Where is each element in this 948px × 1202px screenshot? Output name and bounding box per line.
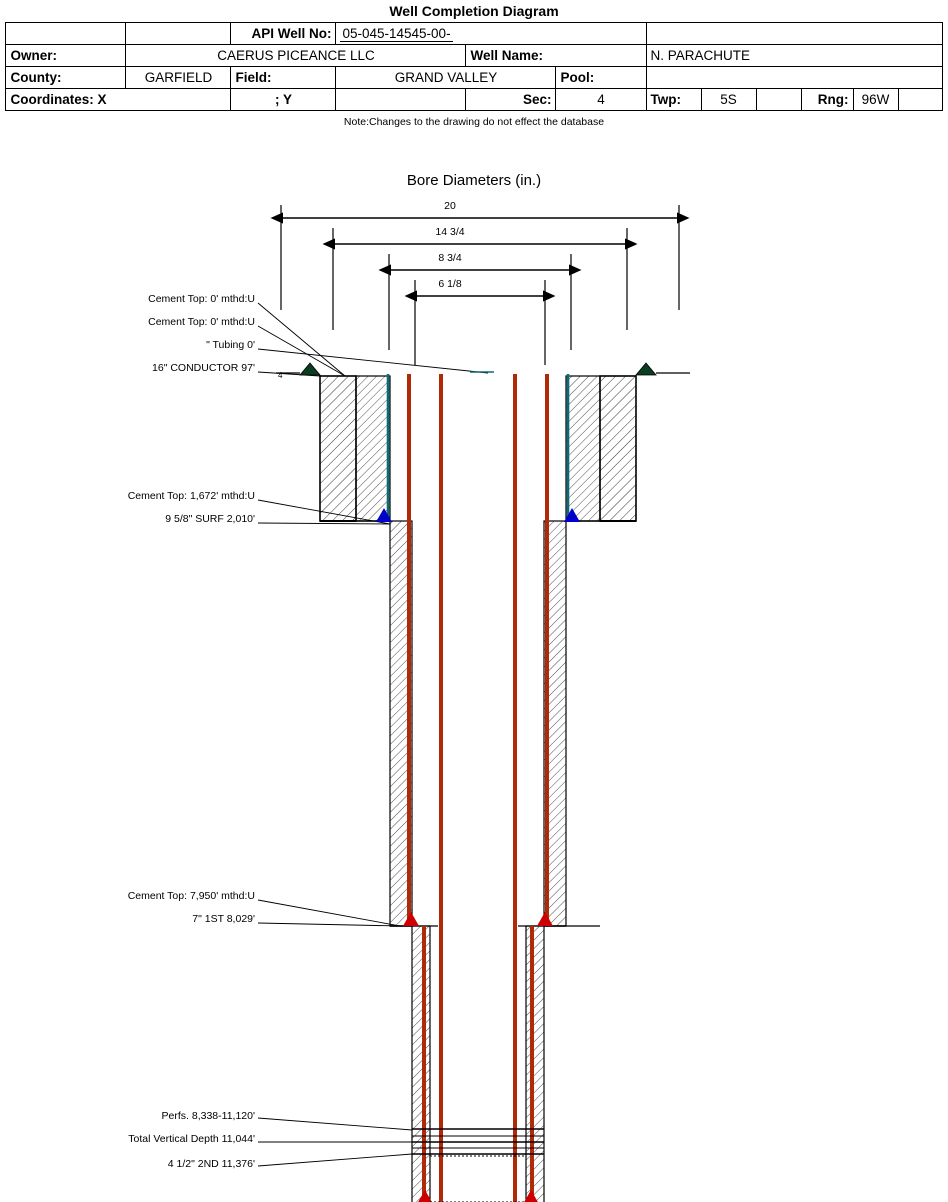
coordinates-y-value bbox=[336, 89, 466, 111]
api-spacer-2 bbox=[126, 23, 231, 45]
table-row-owner bbox=[6, 45, 942, 67]
pool-label: Pool: bbox=[556, 67, 646, 89]
annotation-total-vertical-depth: Total Vertical Depth 11,044' bbox=[128, 1133, 255, 1145]
surface-casing bbox=[356, 376, 600, 521]
bore-dim-14-3-4: 14 3/4 bbox=[435, 226, 465, 238]
rng-value: 96W bbox=[853, 89, 898, 111]
owner-label: Owner: bbox=[6, 45, 126, 67]
field-label: Field: bbox=[231, 67, 336, 89]
annotation-cement-top-0-a: Cement Top: 0' mthd:U bbox=[148, 293, 255, 305]
annotation-surface-casing: 9 5/8" SURF 2,010' bbox=[165, 513, 255, 525]
bore-diameters-title: Bore Diameters (in.) bbox=[406, 172, 542, 189]
perforation-and-depth-lines bbox=[412, 1129, 544, 1202]
owner-value: CAERUS PICEANCE LLC bbox=[126, 45, 466, 67]
api-tail-spacer bbox=[646, 23, 942, 45]
sec-label: Sec: bbox=[466, 89, 556, 111]
tubing-string bbox=[388, 372, 568, 522]
annotation-perfs: Perfs. 8,338-11,120' bbox=[161, 1110, 255, 1122]
cement-top-markers bbox=[376, 508, 580, 522]
twp-spacer bbox=[756, 89, 801, 111]
api-value-text: 05-045-14545-00- bbox=[342, 25, 451, 41]
county-value: GARFIELD bbox=[126, 67, 231, 89]
table-row-coordinates bbox=[6, 89, 942, 111]
page-title: Well Completion Diagram bbox=[389, 3, 559, 19]
svg-text:4: 4 bbox=[278, 371, 283, 380]
api-spacer bbox=[6, 23, 126, 45]
well-name-value: N. PARACHUTE bbox=[646, 45, 942, 67]
well-diagram bbox=[0, 150, 948, 1202]
twp-value: 5S bbox=[701, 89, 756, 111]
table-row-county bbox=[6, 67, 942, 89]
production-casing-column bbox=[412, 926, 544, 1202]
bore-dim-6-1-8: 6 1/8 bbox=[438, 278, 462, 290]
sec-value: 4 bbox=[556, 89, 646, 111]
annotation-conductor: 16" CONDUCTOR 97' bbox=[152, 362, 255, 374]
field-value: GRAND VALLEY bbox=[336, 67, 556, 89]
bore-dim-20: 20 bbox=[444, 200, 456, 212]
database-note: Note:Changes to the drawing do not effect the database bbox=[343, 116, 605, 128]
rng-label: Rng: bbox=[801, 89, 853, 111]
county-label: County: bbox=[6, 67, 126, 89]
pool-value bbox=[646, 67, 942, 89]
coordinates-label: Coordinates: X bbox=[6, 89, 231, 111]
api-label: API Well No: bbox=[231, 23, 336, 45]
bore-dimension-lines bbox=[281, 205, 679, 365]
annotation-4-5in-2nd: 4 1/2" 2ND 11,376' bbox=[167, 1158, 255, 1170]
annotation-cement-top-1672: Cement Top: 1,672' mthd:U bbox=[127, 490, 255, 502]
well-header-table bbox=[5, 22, 942, 111]
api-value bbox=[336, 23, 646, 45]
rng-spacer bbox=[898, 89, 942, 111]
table-row-api bbox=[6, 23, 942, 45]
intermediate-casing-column bbox=[390, 521, 600, 926]
annotation-tubing: " Tubing 0' bbox=[206, 339, 255, 351]
annotation-cement-top-7950: Cement Top: 7,950' mthd:U bbox=[127, 890, 255, 902]
twp-label: Twp: bbox=[646, 89, 701, 111]
well-name-label: Well Name: bbox=[466, 45, 646, 67]
coordinates-y-label: ; Y bbox=[231, 89, 336, 111]
annotation-cement-top-0-b: Cement Top: 0' mthd:U bbox=[148, 316, 255, 328]
bore-dim-8-3-4: 8 3/4 bbox=[438, 252, 462, 264]
annotation-7in-1st: 7" 1ST 8,029' bbox=[192, 913, 255, 925]
wellbore-schematic-svg bbox=[0, 150, 948, 1202]
